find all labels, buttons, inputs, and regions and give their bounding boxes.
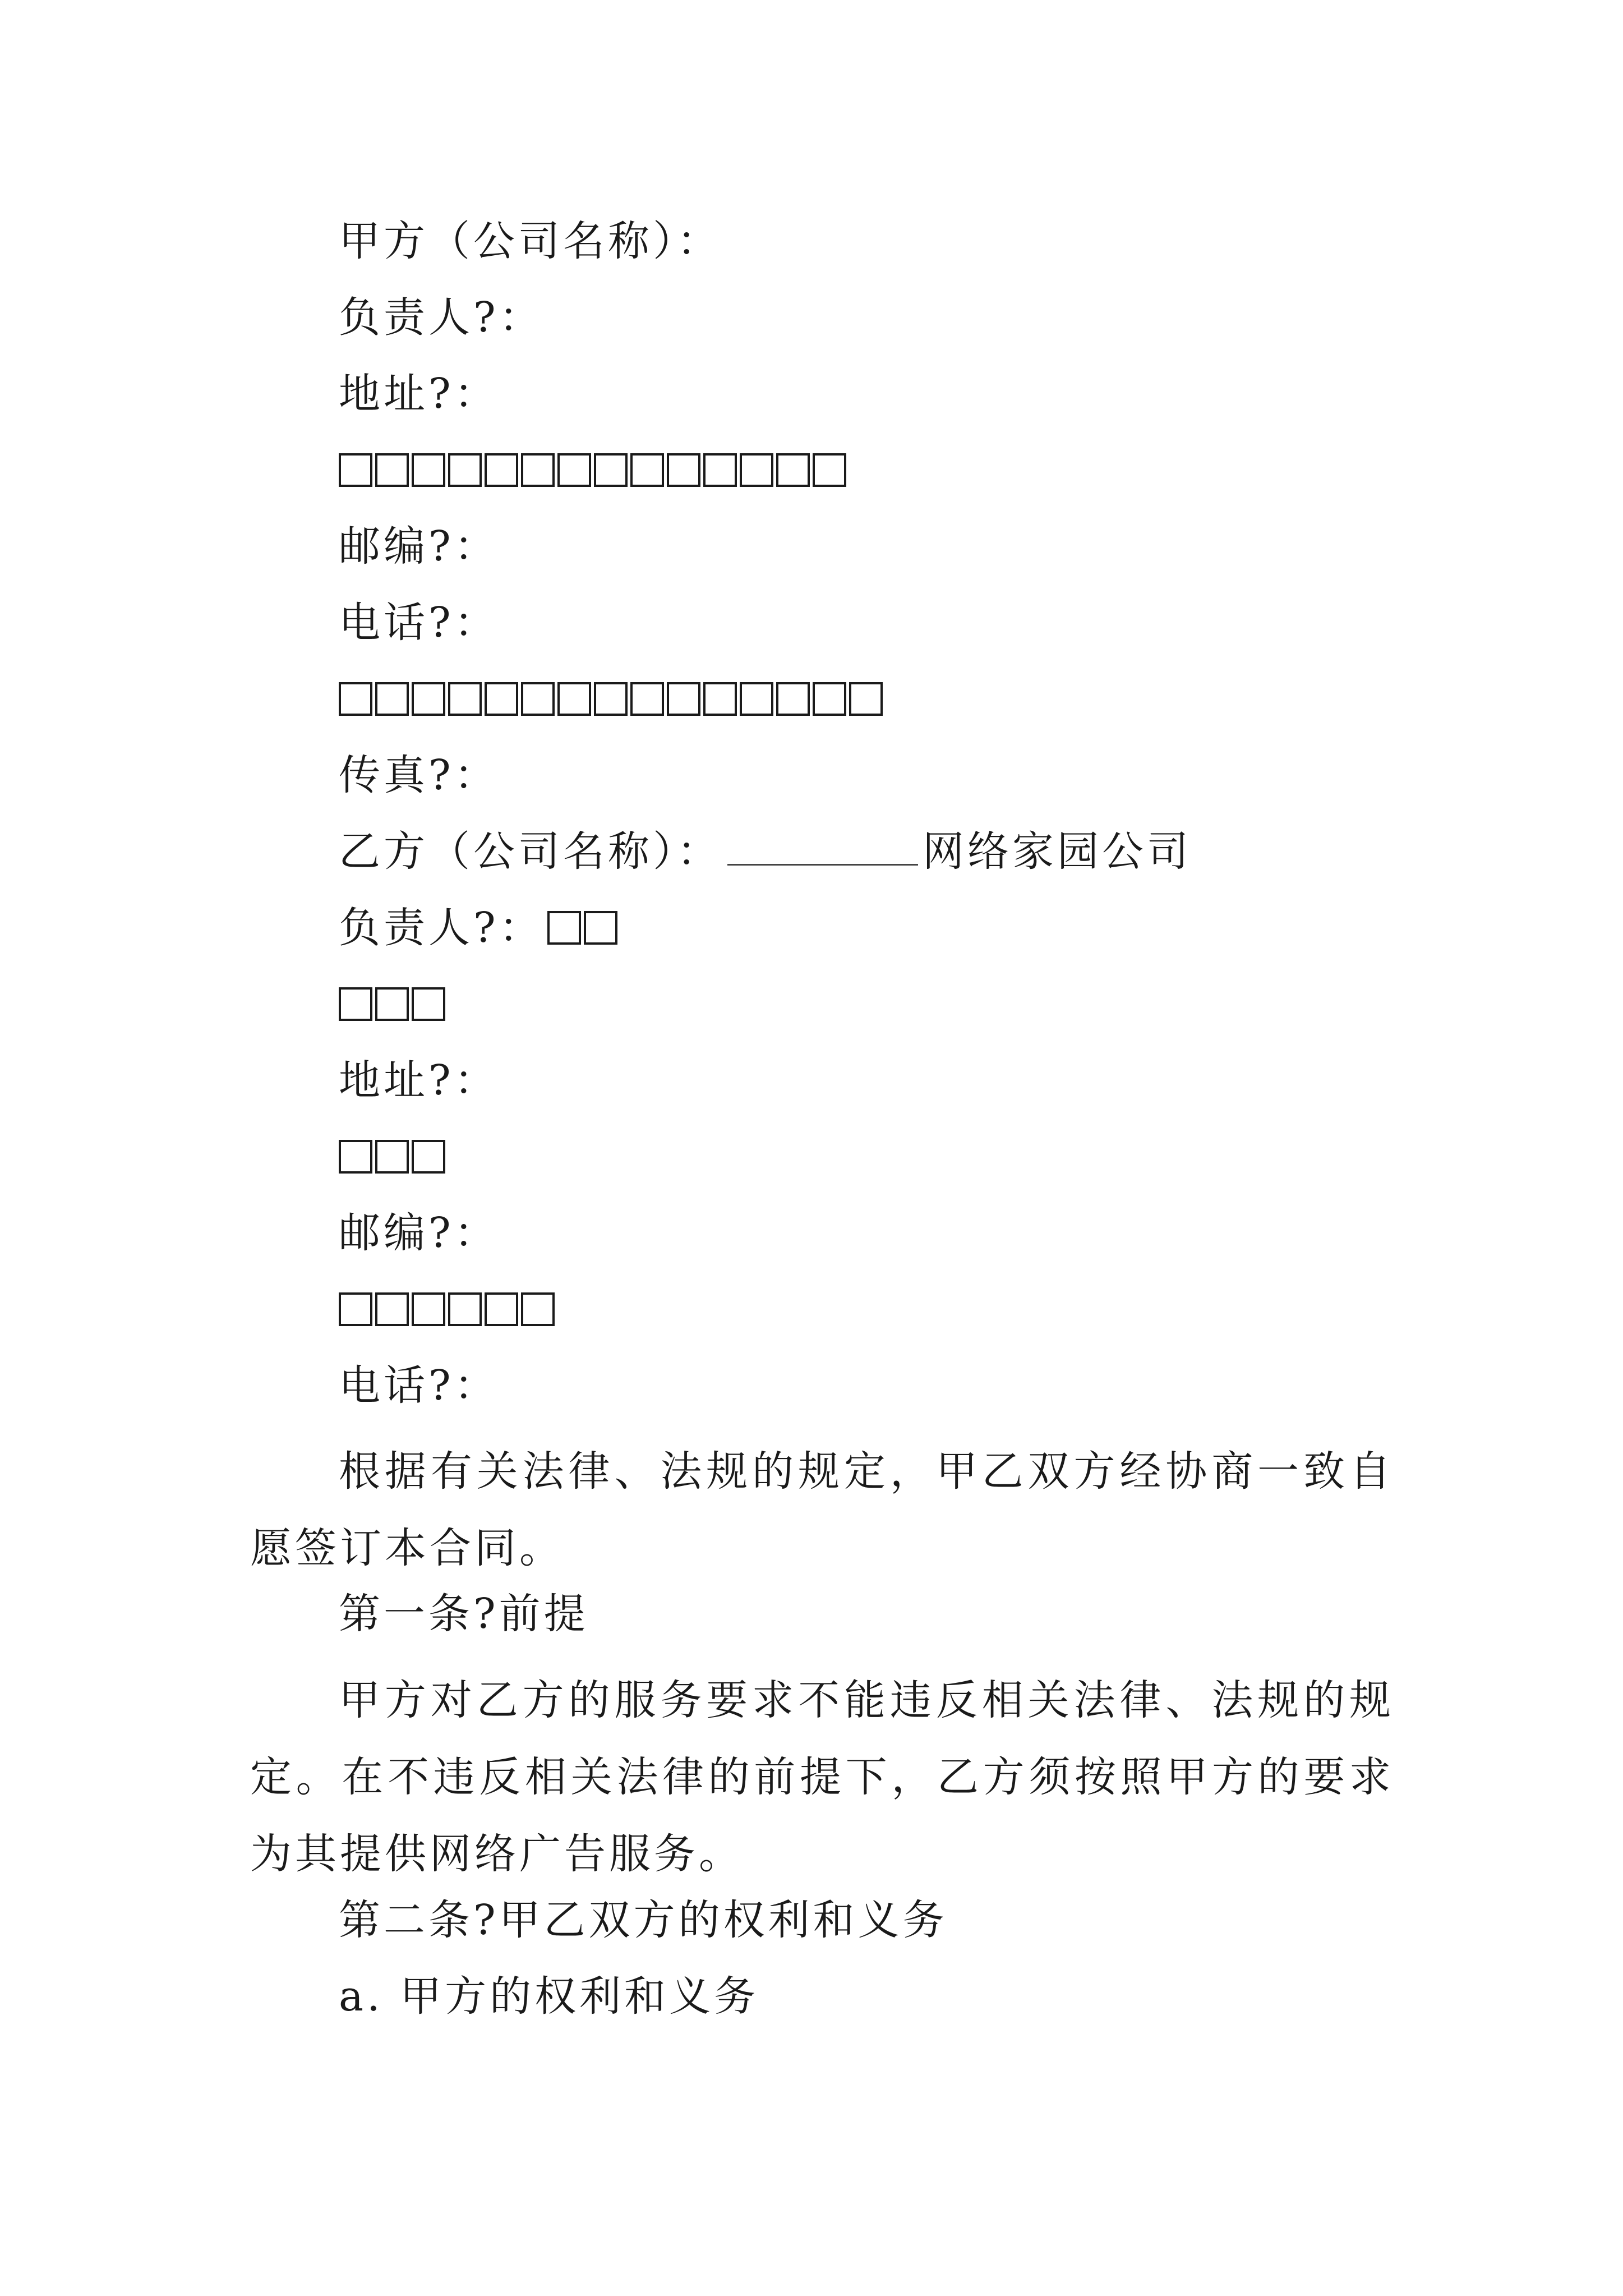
party-a-address-label: 地址?： — [339, 370, 499, 418]
party-b-phone-label: 电话?： — [339, 1361, 499, 1410]
party-b-name-line — [339, 823, 1192, 880]
intro-paragraph: 根据有关法律、法规的规定，甲乙双方经协商一致自愿签订本合同。 — [250, 1447, 1394, 1572]
article-1-title: 第一条?前提 — [339, 1590, 589, 1638]
placeholder-box — [485, 453, 518, 487]
placeholder-box — [813, 453, 846, 487]
placeholder-box — [375, 453, 409, 487]
party-b-person-line — [339, 900, 617, 956]
placeholder-box — [375, 1292, 409, 1326]
party-b-person-boxes — [339, 976, 445, 1032]
party-b-zip-label: 邮编?： — [339, 1209, 499, 1257]
placeholder-box — [703, 453, 737, 487]
placeholder-box — [448, 1292, 482, 1326]
party-b-zip-boxes — [339, 1281, 555, 1337]
placeholder-box — [521, 1292, 555, 1326]
party-a-address-boxes — [339, 442, 846, 498]
placeholder-box — [776, 453, 810, 487]
party-b-address-label: 地址?： — [339, 1056, 499, 1105]
article-2-title: 第二条?甲乙双方的权利和义务 — [339, 1896, 948, 1944]
placeholder-box — [339, 682, 372, 716]
placeholder-box — [667, 453, 700, 487]
placeholder-box — [339, 1292, 372, 1326]
placeholder-box — [339, 1140, 372, 1174]
placeholder-box — [594, 453, 628, 487]
party-b-person-inline-boxes — [547, 911, 617, 945]
party-b-name-suffix: 网络家园公司 — [923, 827, 1192, 876]
placeholder-box — [412, 682, 445, 716]
placeholder-box — [339, 987, 372, 1021]
article-2-sub-a: a. 甲方的权利和义务 — [339, 1972, 759, 2021]
placeholder-box — [521, 453, 555, 487]
placeholder-box — [630, 682, 664, 716]
placeholder-box — [412, 1292, 445, 1326]
placeholder-box — [630, 453, 664, 487]
placeholder-box — [584, 911, 617, 945]
party-b-address-boxes — [339, 1129, 445, 1185]
placeholder-box — [339, 453, 372, 487]
placeholder-box — [740, 682, 773, 716]
party-a-person-label: 负责人?： — [339, 293, 544, 342]
placeholder-box — [448, 682, 482, 716]
placeholder-box — [740, 453, 773, 487]
party-a-fax-label: 传真?： — [339, 751, 499, 799]
placeholder-box — [667, 682, 700, 716]
party-a-phone-boxes — [339, 671, 883, 727]
party-b-person-label: 负责人?： — [339, 904, 544, 952]
party-b-name-blank — [727, 830, 918, 866]
placeholder-box — [412, 987, 445, 1021]
placeholder-box — [557, 453, 591, 487]
placeholder-box — [485, 682, 518, 716]
placeholder-box — [375, 1140, 409, 1174]
placeholder-box — [547, 911, 581, 945]
article-1-body: 甲方对乙方的服务要求不能违反相关法律、法规的规定。在不违反相关法律的前提下，乙方须按照甲方的要求为其提供网络广告服务。 — [250, 1676, 1394, 1878]
placeholder-box — [448, 453, 482, 487]
placeholder-box — [703, 682, 737, 716]
placeholder-box — [412, 453, 445, 487]
placeholder-box — [557, 682, 591, 716]
placeholder-box — [375, 682, 409, 716]
party-a-phone-label: 电话?： — [339, 599, 499, 647]
party-a-zip-label: 邮编?： — [339, 522, 499, 570]
party-a-name-label: 甲方（公司名称）： — [339, 217, 722, 265]
placeholder-box — [849, 682, 883, 716]
party-b-name-label: 乙方（公司名称）： — [339, 827, 722, 876]
placeholder-box — [485, 1292, 518, 1326]
placeholder-box — [594, 682, 628, 716]
placeholder-box — [813, 682, 846, 716]
placeholder-box — [412, 1140, 445, 1174]
placeholder-box — [776, 682, 810, 716]
placeholder-box — [375, 987, 409, 1021]
placeholder-box — [521, 682, 555, 716]
